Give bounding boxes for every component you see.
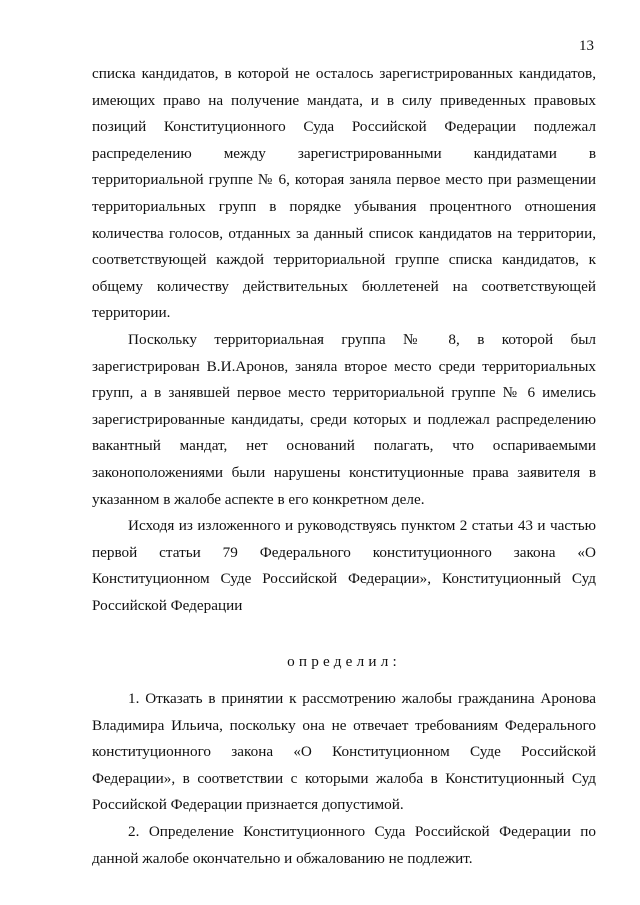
paragraph-legal-basis: Исходя из изложенного и руководствуясь пунктом 2 статьи 43 и частью первой статьи 79 Федерального конституционного закона «О Конституционном Суде Российской Федерации», Конституционный Суд Российской Федерации: [92, 517, 596, 614]
resolution-item-2: 2. Определение Конституционного Суда Российской Федерации по данной жалобе окончательно и обжалованию не подлежит.: [92, 823, 596, 867]
document-body: [92, 61, 596, 872]
resolution-item-1: 1. Отказать в принятии к рассмотрению жалобы гражданина Аронова Владимира Ильича, поскольку она не отвечает требованиям Федерального конституционного закона «О Конституционном Суде Российской Федерации», в соответствии с которыми жалоба в Конституционный Суд Российской Федерации признается допустимой.: [92, 690, 596, 814]
paragraph-reasoning: Поскольку территориальная группа № 8, в которой был зарегистрирован В.И.Аронов, заняла второе место среди территориальных групп, а в занявшей первое место территориальной группе № 6 имелись зарегистрированные кандидаты, среди которых и подлежал распределению вакантный мандат, нет оснований полагать, что оспариваемыми законоположениями были нарушены конституционные права заявителя в указанном в жалобе аспекте в его конкретном деле.: [92, 330, 596, 508]
page-number: 13: [579, 38, 594, 54]
decision-heading: определил:: [287, 653, 401, 671]
paragraph-continuation: списка кандидатов, в которой не осталось зарегистрированных кандидатов, имеющих право на получение мандата, и в силу приведенных правовых позиций Конституционного Суда Российской Федерации подлежал распределению между зарегистрированными кандидатами в территориальной группе № 6, которая заняла первое место при размещении территориальных групп в порядке убывания процентного отношения количества голосов, отданных за данный список кандидатов на территории, соответствующей каждой территориальной группе списка кандидатов, к общему количеству действительных бюллетеней на соответствующей территории.: [92, 65, 596, 322]
